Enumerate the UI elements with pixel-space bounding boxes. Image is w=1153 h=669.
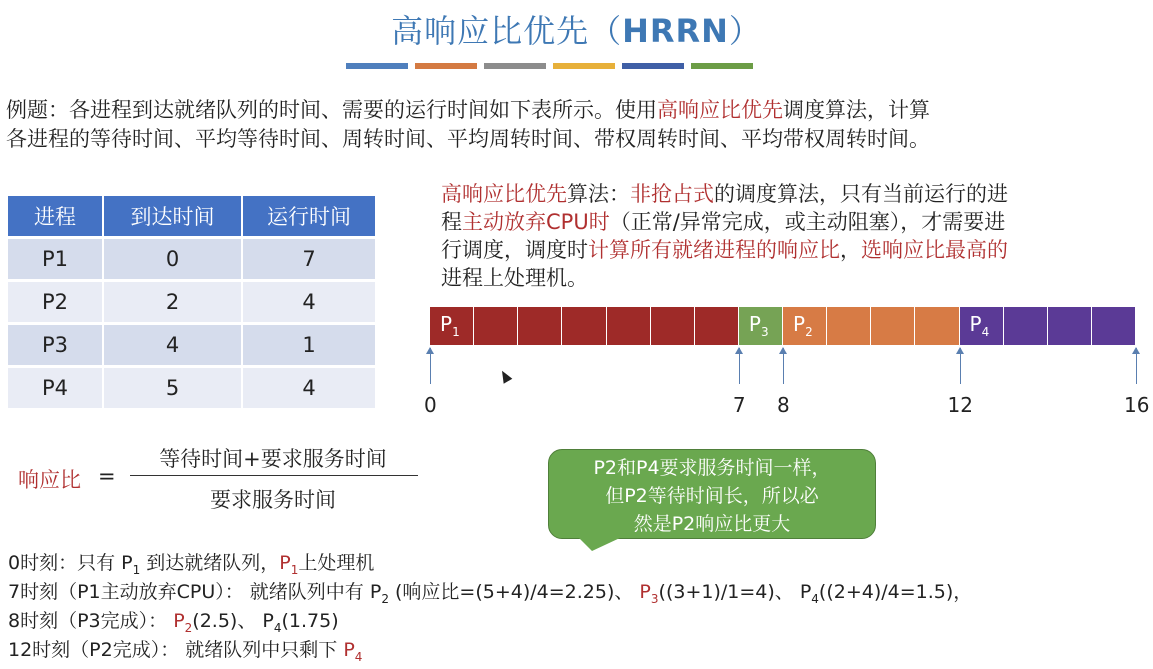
title-color-bar [346,63,408,69]
gantt-cell [783,307,827,345]
table-cell: 7 [243,239,375,279]
gantt-chart [430,307,1136,345]
table-row [8,325,375,365]
callout-tail [578,537,622,551]
formula-label: 响应比 [18,468,81,492]
gantt-cell [651,307,695,345]
gantt-segment-label: $P_4$ [969,312,990,339]
table-row [8,368,375,408]
gantt-cell [430,307,474,345]
table-cell: 4 [243,368,375,408]
timeline-line-7: 7时刻（P1主动放弃CPU）： 就绪队列中有 $P_2$ (响应比=(5+4)/4=2.25)、 $P_3((3+1)/1=4)$、 $P_4((2+4)/4=1.5)$， [8,581,973,606]
fraction-line [130,475,418,476]
callout-line: 然是P2响应比更大 [633,513,791,535]
gantt-tick-arrow [783,348,784,384]
example-text: 例题：各进程到达就绪队列的时间、需要的运行时间如下表所示。使用高响应比优先调度算法，计算 各进程的等待时间、平均等待时间、周转时间、平均周转时间、带权周转时间、平均带权周转时间。 [6,98,930,151]
table-cell: P4 [8,368,104,408]
table-header: 运行时间 [243,196,375,236]
process-table [8,193,375,411]
gantt-tick-arrow [1136,348,1137,384]
callout-bubble [548,449,876,539]
formula-denominator: 要求服务时间 [210,488,336,512]
table-cell: 4 [104,325,243,365]
gantt-tick-label: 7 [732,393,746,417]
title-color-bar [622,63,684,69]
formula-numerator: 等待时间+要求服务时间 [159,447,387,471]
table-cell: P2 [8,282,104,322]
gantt-cell [562,307,606,345]
gantt-tick-label: 12 [947,393,973,417]
table-row [8,282,375,322]
timeline-line-12: 12时刻（P2完成）： 就绪队列中只剩下 $P_4$ [8,639,363,664]
gantt-cell [960,307,1004,345]
gantt-cell [827,307,871,345]
gantt-cell [695,307,739,345]
algorithm-description: 高响应比优先算法：非抢占式的调度算法，只有当前运行的进 程主动放弃CPU时（正常/异常完成，或主动阻塞），才需要进 行调度，调度时计算所有就绪进程的响应比，选响应比最高的 进程上处理机。 [441,182,1008,290]
title-color-bar [691,63,753,69]
gantt-cell [871,307,915,345]
gantt-tick-arrow [739,348,740,384]
gantt-cell [739,307,783,345]
gantt-cell [915,307,959,345]
formula-equals: = [98,464,116,488]
table-cell: 0 [104,239,243,279]
table-cell: 5 [104,368,243,408]
page-title: 高响应比优先（HRRN） [391,12,762,50]
gantt-segment-label: $P_1$ [440,312,460,339]
gantt-cell [518,307,562,345]
table-header-row [8,196,375,236]
callout-line: 但P2等待时间长，所以必 [605,485,819,507]
gantt-cell [1004,307,1048,345]
mouse-cursor-icon [498,368,513,383]
table-header: 进程 [8,196,104,236]
gantt-cell [1048,307,1092,345]
table-cell: 4 [243,282,375,322]
table-cell: P1 [8,239,104,279]
gantt-cell [1092,307,1136,345]
title-color-bar [553,63,615,69]
gantt-cell [474,307,518,345]
gantt-tick-label: 0 [424,393,437,417]
timeline-line-0: 0时刻：只有 $P_1$ 到达就绪队列，$P_1$上处理机 [8,552,375,577]
table-cell: P3 [8,325,104,365]
title-color-bar [415,63,477,69]
timeline-line-8: 8时刻（P3完成）： $P_2(2.5)$、 $P_4(1.75)$ [8,610,339,635]
title-color-bar [484,63,546,69]
callout-line: P2和P4要求服务时间一样， [593,457,831,479]
table-cell: 1 [243,325,375,365]
gantt-tick-arrow [430,348,431,384]
table-cell: 2 [104,282,243,322]
gantt-tick-label: 8 [777,393,790,417]
gantt-cell [607,307,651,345]
table-row [8,239,375,279]
gantt-tick-label: 16 [1124,393,1150,417]
table-header: 到达时间 [104,196,243,236]
gantt-segment-label: $P_2$ [793,312,813,339]
gantt-segment-label: $P_3$ [748,312,769,339]
gantt-tick-arrow [960,348,961,384]
